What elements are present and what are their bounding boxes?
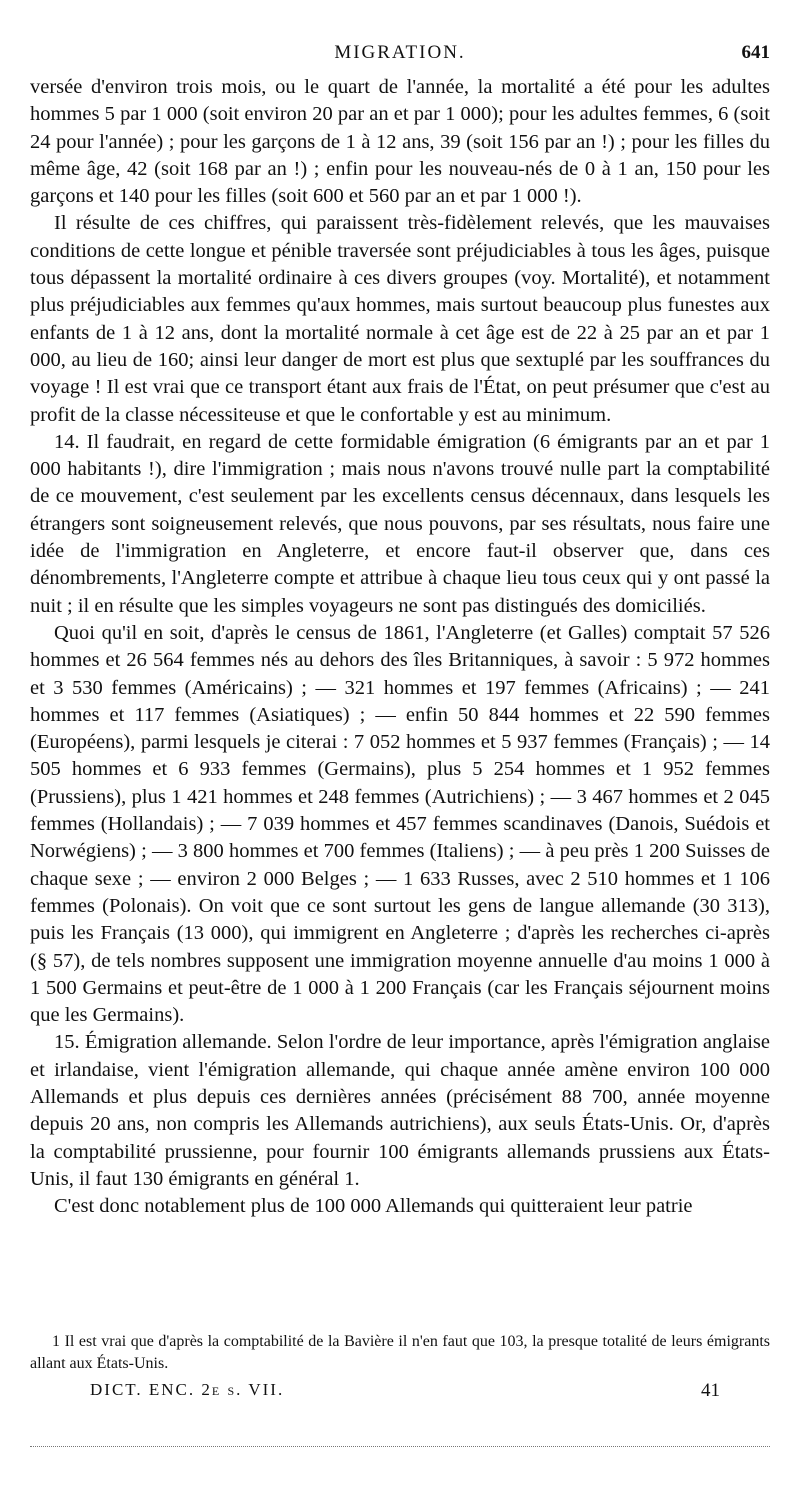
page-footer bbox=[90, 1380, 720, 1406]
bottom-dotted-rule bbox=[30, 1446, 770, 1447]
running-title: MIGRATION. bbox=[334, 42, 466, 63]
page-header bbox=[30, 42, 770, 68]
paragraph-conclusions: Il résulte de ces chiffres, qui paraissent très-fidèlement relevés, que les mauvaises conditions de cette longue et pénible traversée sont préjudiciables à tous les âges, puisque tous dépassent la mortalité ordinaire à ces divers groupes (voy. Mortalité), et notamment plus préjudiciables aux femmes qu'aux hommes, mais surtout beaucoup plus funestes aux enfants de 1 à 12 ans, dont la mortalité normale à cet âge est de 22 à 25 par an et par 1 000, au lieu de 160; ainsi leur danger de mort est plus que sextuplé par les souffrances du voyage ! Il est vrai que ce transport étant aux frais de l'État, on peut présumer que c'est au profit de la classe nécessiteuse et que le confortable y est au minimum. bbox=[30, 212, 770, 426]
signature-number: 41 bbox=[701, 1380, 720, 1401]
printer-signature: DICT. ENC. 2e s. VII. bbox=[90, 1380, 285, 1399]
body-text bbox=[30, 74, 770, 1220]
footnote: 1 Il est vrai que d'après la comptabilité de la Bavière il n'en faut que 103, la presque totalité de leurs émigrants allant aux États-Unis. bbox=[30, 1333, 770, 1372]
paragraph-mortality-rates: versée d'environ trois mois, ou le quart de l'année, la mortalité a été pour les adultes hommes 5 par 1 000 (soit environ 20 par an et par 1 000); pour les adultes femmes, 6 (soit 24 pour l'année) ; pour les garçons de 1 à 12 ans, 39 (soit 156 par an !) ; pour les filles du même âge, 42 (soit 168 par an !) ; enfin pour les nouveau-nés de 0 à 1 an, 150 pour les garçons et 140 pour les filles (soit 600 et 560 par an et par 1 000 !). bbox=[30, 76, 770, 208]
paragraph-continuation: C'est donc notablement plus de 100 000 Allemands qui quitteraient leur patrie bbox=[54, 1195, 693, 1218]
paragraph-section-14: 14. Il faudrait, en regard de cette formidable émigration (6 émigrants par an et par 1 000 habitants !), dire l'immigration ; mais nous n'avons trouvé nulle part la comptabilité de ce mouvement, c'est seulement par les excellents census décennaux, dans lesquels les étrangers sont soigneusement relevés, que nous pouvons, par ses résultats, nous faire une idée de l'immigration en Angleterre, et encore faut-il observer que, dans ces dénombrements, l'Angleterre compte et attribue à chaque lieu tous ceux qui y ont passé la nuit ; il en résulte que les simples voyageurs ne sont pas distingués des domiciliés. bbox=[30, 430, 770, 617]
paragraph-section-15: 15. Émigration allemande. Selon l'ordre de leur importance, après l'émigration anglaise et irlandaise, vient l'émigration allemande, qui chaque année amène environ 100 000 Allemands et plus depuis ces dernières années (précisément 88 700, année moyenne depuis 20 ans, non compris les Allemands autrichiens), aux seuls États-Unis. Or, d'après la comptabilité prussienne, pour fournir 100 émigrants allemands prussiens aux États-Unis, il faut 130 émigrants en général 1. bbox=[30, 1031, 770, 1190]
paragraph-census-1861: Quoi qu'il en soit, d'après le census de 1861, l'Angleterre (et Galles) comptait 57 526 hommes et 26 564 femmes nés au dehors des îles Britanniques, à savoir : 5 972 hommes et 3 530 femmes (Américains) ; — 321 hommes et 197 femmes (Africains) ; — 241 hommes et 117 femmes (Asiatiques) ; — enfin 50 844 hommes et 22 590 femmes (Européens), parmi lesquels je citerai : 7 052 hommes et 5 937 femmes (Français) ; — 14 505 hommes et 6 933 femmes (Germains), plus 5 254 hommes et 1 952 femmes (Prussiens), plus 1 421 hommes et 248 femmes (Autrichiens) ; — 3 467 hommes et 2 045 femmes (Hollandais) ; — 7 039 hommes et 457 femmes scandinaves (Danois, Suédois et Norwégiens) ; — 3 800 hommes et 700 femmes (Italiens) ; — à peu près 1 200 Suisses de chaque sexe ; — environ 2 000 Belges ; — 1 633 Russes, avec 2 510 hommes et 1 106 femmes (Polonais). On voit que ce sont surtout les gens de langue allemande (30 313), puis les Français (13 000), qui immigrent en Angleterre ; d'après les recherches ci-après (§ 57), de tels nombres supposent une immigration moyenne annuelle d'au moins 1 000 à 1 500 Germains et peut-être de 1 000 à 1 200 Français (car les Français séjournent moins que les Germains). bbox=[30, 621, 770, 1027]
page-number: 641 bbox=[741, 42, 770, 63]
